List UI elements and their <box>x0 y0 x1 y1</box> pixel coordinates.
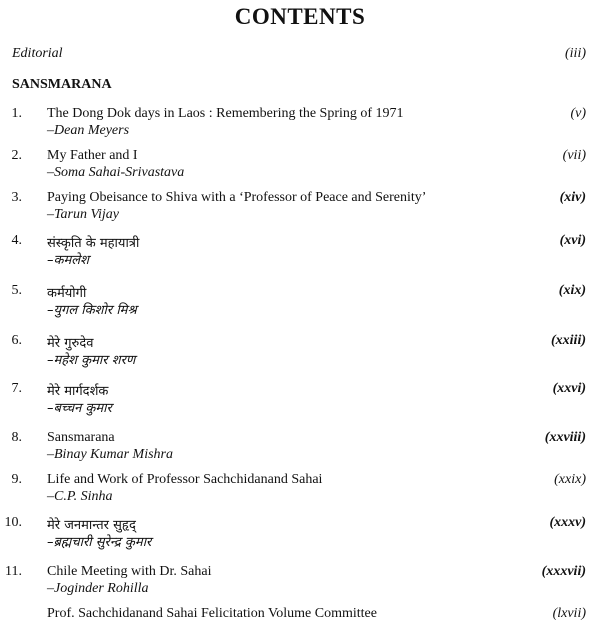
entry-number: 3. <box>11 190 22 205</box>
entry-author: –Joginder Rohilla <box>47 581 149 596</box>
entry-page: (v) <box>570 106 586 121</box>
entry-author: –युगल किशोर मिश्र <box>47 303 137 318</box>
editorial-entry <box>12 46 586 64</box>
entry-author: –Tarun Vijay <box>47 207 119 222</box>
entry-page: (xxix) <box>554 472 586 487</box>
entry-page: (xxiii) <box>551 333 586 348</box>
entry-title: Life and Work of Professor Sachchidanand Sahai <box>47 472 323 487</box>
entry-number: 10. <box>4 515 22 530</box>
entry-page: (xix) <box>558 283 586 298</box>
entry-number: 4. <box>11 233 22 248</box>
editorial-page: (iii) <box>565 46 586 61</box>
entry-author: –Binay Kumar Mishra <box>47 447 173 462</box>
entry-author: –कमलेश <box>47 253 89 268</box>
entry-author: –ब्रह्मचारी सुरेन्द्र कुमार <box>47 535 152 550</box>
entry-number: 7. <box>11 381 22 396</box>
section-heading: SANSMARANA <box>12 77 112 92</box>
entry-author: –बच्चन कुमार <box>47 401 112 416</box>
committee-title: Prof. Sachchidanand Sahai Felicitation Volume Committee <box>47 606 377 621</box>
entry-number: 1. <box>11 106 22 121</box>
entry-author: –Dean Meyers <box>47 123 130 138</box>
committee-page: (lxvii) <box>552 606 586 621</box>
entry-title: The Dong Dok days in Laos : Remembering the Spring of 1971 <box>47 106 404 121</box>
entry-number: 8. <box>11 430 22 445</box>
entry-page: (xvi) <box>559 233 586 248</box>
entry-author: –C.P. Sinha <box>47 489 113 504</box>
entry-page: (vii) <box>562 148 586 163</box>
entry-page: (xxvi) <box>552 381 586 396</box>
entry-page: (xxxv) <box>549 515 586 530</box>
entry-title: Paying Obeisance to Shiva with a ‘Professor of Peace and Serenity’ <box>47 190 427 205</box>
entry-number: 9. <box>11 472 22 487</box>
entry-number: 2. <box>11 148 22 163</box>
entry-title: Chile Meeting with Dr. Sahai <box>47 564 212 579</box>
entry-title: कर्मयोगी <box>47 286 87 301</box>
entry-author: –महेश कुमार शरण <box>47 353 136 368</box>
entry-page: (xiv) <box>559 190 586 205</box>
entry-title: My Father and I <box>47 148 138 163</box>
entry-author: –Soma Sahai-Srivastava <box>47 165 185 180</box>
entry-number: 11. <box>5 564 22 579</box>
entry-page: (xxxvii) <box>541 564 586 579</box>
entry-page: (xxviii) <box>544 430 586 445</box>
entry-title: संस्कृति के महायात्री <box>47 236 140 251</box>
entry-title: Sansmarana <box>47 430 115 445</box>
entry-title: मेरे जनमान्तर सुहृद् <box>47 518 136 533</box>
editorial-label: Editorial <box>12 46 63 61</box>
committee-entry <box>47 606 586 622</box>
entry-title: मेरे मार्गदर्शक <box>47 384 109 399</box>
page-title: CONTENTS <box>234 4 366 29</box>
entry-number: 5. <box>11 283 22 298</box>
entry-title: मेरे गुरुदेव <box>47 336 94 351</box>
entry-number: 6. <box>11 333 22 348</box>
